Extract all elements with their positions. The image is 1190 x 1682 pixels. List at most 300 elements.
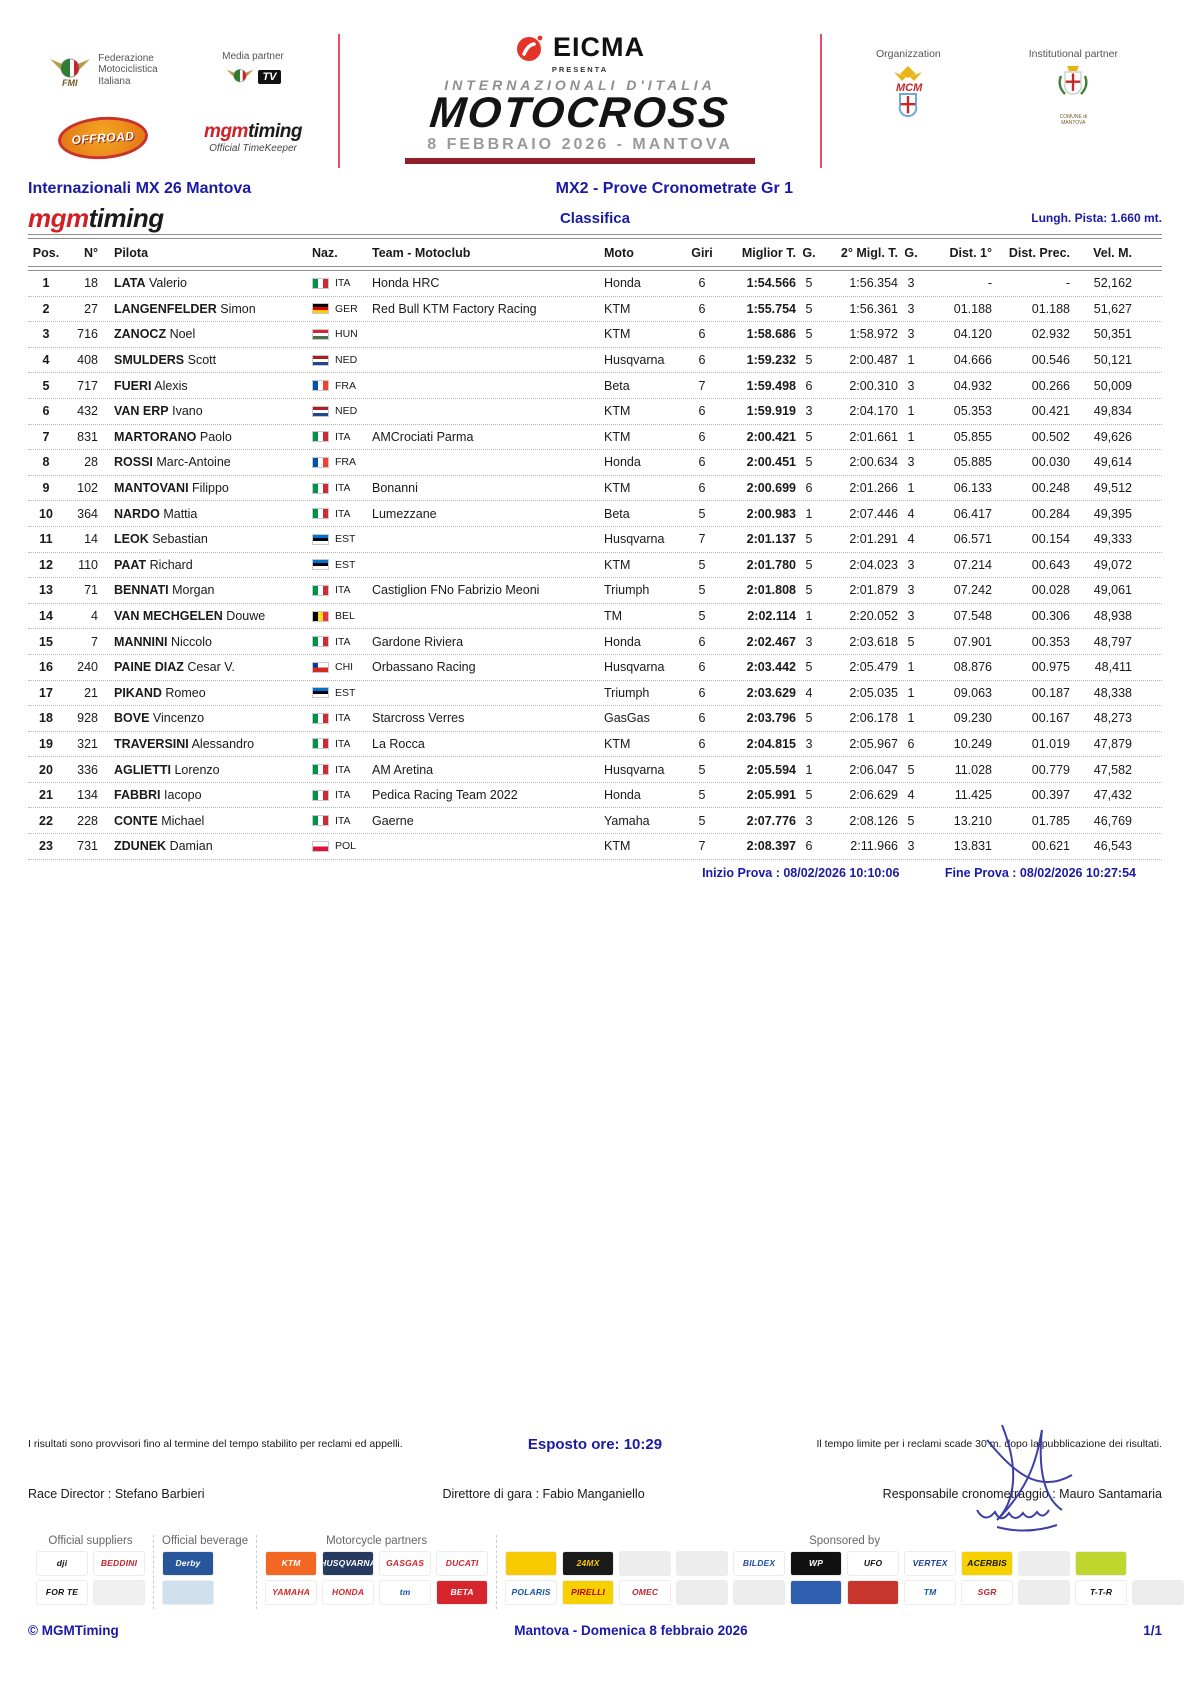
best-time: 1:59.919	[746, 404, 796, 419]
table-row	[28, 629, 1162, 655]
mgmtiming-wordmark-large: mgmtiming	[28, 202, 164, 233]
rider-number: 18	[84, 276, 98, 291]
nationality	[312, 738, 372, 750]
gap-to-previous: 00.397	[1031, 788, 1070, 803]
gap-to-first: 06.417	[953, 506, 992, 521]
laps: 6	[698, 353, 706, 368]
best-time: 2:00.451	[746, 455, 796, 470]
sponsor-logo-24mx: 24MX	[562, 1551, 614, 1576]
best-lap-number: 5	[805, 455, 813, 470]
sponsor-logo-t-t-r: T-T-R	[1075, 1580, 1127, 1605]
sponsor-logo-gasgas: GASGAS	[379, 1551, 431, 1576]
gap-to-previous: 00.621	[1031, 839, 1070, 854]
table-row	[28, 834, 1162, 860]
second-best-time: 1:58.972	[849, 327, 898, 342]
internazionali-line: INTERNAZIONALI D'ITALIA	[444, 77, 716, 93]
gap-to-first: 05.855	[953, 429, 992, 444]
avg-speed: 48,411	[1094, 660, 1132, 675]
red-underbar	[405, 158, 755, 164]
rider-name	[106, 404, 312, 418]
sponsor-logo-wp: WP	[790, 1551, 842, 1576]
rider-name	[106, 814, 312, 828]
rider-surname: ZDUNEK	[114, 839, 167, 854]
rider-surname: AGLIETTI	[114, 762, 171, 777]
best-lap-number: 1	[805, 762, 813, 777]
presenta-label: PRESENTA	[551, 65, 609, 74]
avg-speed: 49,614	[1093, 455, 1132, 470]
rider-number: 4	[91, 609, 98, 624]
laps: 7	[698, 839, 706, 854]
team-motoclub: Honda HRC	[372, 276, 440, 291]
best-time: 2:05.594	[746, 762, 796, 777]
second-best-time: 2:05.967	[849, 736, 898, 751]
session-times	[28, 866, 1162, 880]
table-row	[28, 501, 1162, 527]
laps: 6	[698, 660, 706, 675]
sponsor-logo-row	[505, 1580, 1184, 1605]
provisional-note: I risultati sono provvisori fino al termine del tempo stabilito per reclami ed appelli.	[28, 1438, 403, 1451]
table-row	[28, 553, 1162, 579]
team-motoclub: AMCrociati Parma	[372, 429, 474, 444]
rider-number: 364	[77, 506, 98, 521]
rider-number: 336	[77, 762, 98, 777]
second-best-lap-number: 1	[907, 711, 915, 726]
table-header	[28, 239, 1162, 266]
ita-flag-icon	[312, 764, 329, 775]
second-best-lap-number: 3	[907, 557, 915, 572]
nationality	[312, 456, 372, 468]
position: 15	[39, 634, 53, 649]
gap-to-previous: 00.154	[1031, 532, 1070, 547]
rider-surname: LATA	[114, 276, 146, 291]
avg-speed: 46,769	[1093, 813, 1132, 828]
sponsor-logo-row	[36, 1551, 145, 1576]
table-row	[28, 476, 1162, 502]
nationality-code: ITA	[335, 635, 351, 648]
gap-to-previous: 00.421	[1031, 404, 1070, 419]
timekeeper-name: Responsabile cronometraggio : Mauro Santamaria	[882, 1486, 1162, 1501]
sponsor-logo	[847, 1580, 899, 1605]
rider-surname: PAINE DIAZ	[114, 660, 184, 675]
gap-to-previous: 00.030	[1031, 455, 1070, 470]
rider-given-name: Simon	[220, 301, 256, 316]
ita-flag-icon	[312, 815, 329, 826]
gap-to-first: 06.133	[953, 481, 992, 496]
col-pos: Pos.	[32, 245, 60, 260]
gap-to-first: 13.210	[953, 813, 992, 828]
title-row	[28, 180, 1162, 198]
sponsor-logo	[790, 1580, 842, 1605]
sponsor-logo-tm: TM	[904, 1580, 956, 1605]
moto-brand: Honda	[604, 788, 641, 803]
sponsor-logo-vertex: VERTEX	[904, 1551, 956, 1576]
rider-surname: PIKAND	[114, 685, 162, 700]
media-partner-label: Media partner	[222, 50, 284, 62]
nationality	[312, 584, 372, 596]
rider-name	[106, 660, 312, 674]
rider-name	[106, 558, 312, 572]
second-best-lap-number: 4	[907, 506, 915, 521]
rider-number: 21	[84, 685, 98, 700]
position: 7	[42, 429, 50, 444]
nationality	[312, 277, 372, 289]
moto-brand: Husqvarna	[604, 353, 665, 368]
position: 18	[39, 711, 53, 726]
col-distprec: Dist. Prec.	[1008, 245, 1070, 260]
sponsor-logo	[162, 1580, 214, 1605]
second-best-lap-number: 3	[907, 583, 915, 598]
rider-given-name: Valerio	[148, 276, 187, 291]
rider-name	[106, 583, 312, 597]
moto-brand: Husqvarna	[604, 762, 665, 777]
sponsor-logo	[733, 1580, 785, 1605]
second-best-time: 2:11.966	[850, 839, 898, 854]
rider-number: 321	[77, 736, 98, 751]
gap-to-first: 05.885	[953, 455, 992, 470]
rider-number: 14	[84, 532, 98, 547]
moto-brand: Triumph	[604, 685, 650, 700]
best-time: 2:00.699	[746, 481, 796, 496]
rider-number: 240	[77, 660, 98, 675]
sponsor-logo-beta: BETA	[436, 1580, 488, 1605]
gap-to-previous: 00.779	[1031, 762, 1070, 777]
second-best-time: 2:01.661	[849, 429, 898, 444]
avg-speed: 47,879	[1093, 736, 1132, 751]
clerk-of-course: Direttore di gara : Fabio Manganiello	[442, 1486, 645, 1501]
second-best-lap-number: 6	[907, 736, 915, 751]
best-lap-number: 3	[805, 736, 813, 751]
laps: 6	[698, 736, 706, 751]
nationality	[312, 559, 372, 571]
nationality	[312, 789, 372, 801]
gap-to-previous: 01.019	[1031, 736, 1070, 751]
rider-name	[106, 839, 312, 853]
nationality-code: EST	[335, 686, 356, 699]
gap-to-previous: 01.785	[1031, 813, 1070, 828]
sponsor-group-label: Motorcycle partners	[326, 1534, 428, 1547]
table-body	[28, 271, 1162, 860]
best-time: 2:00.421	[746, 429, 796, 444]
avg-speed: 49,512	[1093, 481, 1132, 496]
rider-given-name: Alessandro	[191, 736, 255, 751]
best-time: 2:02.467	[746, 634, 796, 649]
best-lap-number: 1	[805, 506, 813, 521]
nationality-code: ITA	[335, 814, 351, 827]
nationality-code: EST	[335, 558, 356, 571]
avg-speed: 49,072	[1093, 557, 1132, 572]
nationality	[312, 661, 372, 673]
gap-to-first: 04.120	[953, 327, 992, 342]
second-best-time: 2:06.047	[849, 762, 898, 777]
sponsor-logo-pirelli: PIRELLI	[562, 1580, 614, 1605]
ita-flag-icon	[312, 713, 329, 724]
second-best-lap-number: 1	[907, 481, 915, 496]
laps: 6	[698, 481, 706, 496]
svg-text:MCM: MCM	[896, 82, 923, 94]
team-motoclub: Pedica Racing Team 2022	[372, 788, 518, 803]
rider-given-name: Sebastian	[152, 532, 208, 547]
gap-to-previous: 01.188	[1031, 301, 1070, 316]
sponsor-logo-polaris: POLARIS	[505, 1580, 557, 1605]
sponsor-group	[153, 1535, 256, 1609]
moto-brand: Husqvarna	[604, 660, 665, 675]
rider-surname: ZANOCZ	[114, 327, 167, 342]
gap-to-previous: 00.248	[1031, 481, 1070, 496]
position: 12	[39, 557, 53, 572]
best-lap-number: 5	[805, 532, 813, 547]
rider-number: 228	[77, 813, 98, 828]
sponsor-logo-row	[505, 1551, 1184, 1576]
laps: 7	[698, 532, 706, 547]
nationality-code: ITA	[335, 789, 351, 802]
laps: 6	[698, 711, 706, 726]
rider-given-name: Douwe	[226, 609, 266, 624]
nationality	[312, 764, 372, 776]
mgm-red: mgm	[204, 121, 248, 142]
bottom-footer	[28, 1623, 1162, 1638]
sponsor-logo-acerbis: ACERBIS	[961, 1551, 1013, 1576]
avg-speed: 49,395	[1093, 506, 1132, 521]
moto-brand: KTM	[604, 557, 631, 572]
second-best-time: 2:01.266	[849, 481, 898, 496]
moto-brand: Triumph	[604, 583, 650, 598]
rider-name	[106, 327, 312, 341]
moto-brand: Honda	[604, 276, 641, 291]
table-row	[28, 808, 1162, 834]
rider-name	[106, 686, 312, 700]
rider-surname: MARTORANO	[114, 429, 197, 444]
best-lap-number: 3	[805, 813, 813, 828]
hun-flag-icon	[312, 329, 329, 340]
motocross-wordmark: MOTOCROSS	[427, 89, 733, 137]
rider-name	[106, 455, 312, 469]
team-motoclub: AM Aretina	[372, 762, 434, 777]
laps: 5	[698, 788, 706, 803]
avg-speed: 49,834	[1093, 404, 1132, 419]
rider-name	[106, 353, 312, 367]
gap-to-previous: 00.028	[1031, 583, 1070, 598]
rider-given-name: Morgan	[172, 583, 215, 598]
ger-flag-icon	[312, 303, 329, 314]
gap-to-previous: 00.167	[1031, 711, 1070, 726]
posted-time: Esposto ore: 10:29	[527, 1435, 663, 1453]
rider-name	[106, 635, 312, 649]
rider-number: 717	[77, 378, 98, 393]
best-lap-number: 5	[805, 788, 813, 803]
gap-to-first: 07.548	[953, 609, 992, 624]
second-best-time: 2:04.023	[849, 557, 898, 572]
sponsor-logo-dji: dji	[36, 1551, 88, 1576]
notes-row	[28, 1436, 1162, 1453]
laps: 5	[698, 762, 706, 777]
best-time: 1:54.566	[746, 276, 796, 291]
rider-name	[106, 276, 312, 290]
best-lap-number: 5	[805, 301, 813, 316]
nationality	[312, 380, 372, 392]
ned-flag-icon	[312, 406, 329, 417]
nationality-code: FRA	[335, 456, 356, 469]
team-motoclub: Starcross Verres	[372, 711, 465, 726]
fmi-tv-logo	[225, 64, 280, 90]
gap-to-first: -	[987, 276, 992, 291]
second-best-lap-number: 3	[907, 276, 915, 291]
position: 19	[39, 736, 53, 751]
sponsor-group-label: Official suppliers	[48, 1534, 133, 1547]
ita-flag-icon	[312, 585, 329, 596]
laps: 6	[698, 455, 706, 470]
avg-speed: 51,627	[1093, 301, 1132, 316]
table-row	[28, 732, 1162, 758]
sponsor-logo-sgr: SGR	[961, 1580, 1013, 1605]
col-g1: G.	[802, 245, 816, 260]
time-limit-note: Il tempo limite per i reclami scade 30 m. dopo la pubblicazione dei risultati.	[816, 1438, 1162, 1451]
rider-name	[106, 507, 312, 521]
sponsor-logo-derby: Derby	[162, 1551, 214, 1576]
best-time: 1:59.232	[746, 353, 796, 368]
best-time: 2:04.815	[746, 736, 796, 751]
rider-number: 408	[77, 353, 98, 368]
moto-brand: Beta	[604, 506, 630, 521]
rider-surname: FUERI	[114, 378, 152, 393]
second-best-time: 2:05.035	[849, 685, 898, 700]
ita-flag-icon	[312, 431, 329, 442]
institutional-block	[1029, 48, 1118, 126]
second-best-time: 2:20.052	[849, 609, 898, 624]
nationality-code: ITA	[335, 584, 351, 597]
nationality-code: ITA	[335, 763, 351, 776]
nationality-code: NED	[335, 405, 358, 418]
position: 9	[42, 481, 50, 496]
team-motoclub: Red Bull KTM Factory Racing	[372, 301, 537, 316]
position: 1	[42, 276, 50, 291]
col-moto: Moto	[604, 245, 634, 260]
moto-brand: KTM	[604, 481, 631, 496]
session-title: MX2 - Prove Cronometrate Gr 1	[555, 180, 794, 197]
gap-to-first: 08.876	[953, 660, 992, 675]
sponsor-logo	[619, 1551, 671, 1576]
rider-number: 831	[77, 429, 98, 444]
gap-to-first: 05.353	[953, 404, 992, 419]
mgm-black: timing	[247, 121, 302, 142]
second-best-lap-number: 1	[907, 404, 915, 419]
rider-surname: LEOK	[114, 532, 149, 547]
laps: 7	[698, 378, 706, 393]
rider-surname: VAN ERP	[114, 404, 169, 419]
organization-label: Organizzation	[875, 48, 941, 60]
ita-flag-icon	[312, 508, 329, 519]
rider-given-name: Vincenzo	[152, 711, 205, 726]
gap-to-previous: 00.546	[1031, 353, 1070, 368]
sponsor-logo	[676, 1580, 728, 1605]
rider-surname: BENNATI	[114, 583, 169, 598]
second-best-lap-number: 1	[907, 660, 915, 675]
nationality-code: ITA	[335, 430, 351, 443]
second-best-time: 1:56.354	[849, 276, 898, 291]
red-divider-right	[820, 34, 822, 168]
gap-to-previous: 02.932	[1031, 327, 1070, 342]
best-lap-number: 5	[805, 429, 813, 444]
laps: 5	[698, 813, 706, 828]
tv-badge: TV	[258, 70, 280, 84]
avg-speed: 50,351	[1093, 327, 1132, 342]
second-best-time: 2:07.446	[849, 506, 898, 521]
rider-number: 71	[84, 583, 98, 598]
sponsor-logo	[1018, 1580, 1070, 1605]
table-row	[28, 681, 1162, 707]
rider-given-name: Lorenzo	[174, 762, 220, 777]
nationality	[312, 508, 372, 520]
sponsor-logo-beddini: BEDDINI	[93, 1551, 145, 1576]
col-naz: Naz.	[312, 245, 338, 260]
second-best-time: 2:01.291	[849, 532, 898, 547]
organization-block	[876, 48, 941, 122]
laps: 5	[698, 557, 706, 572]
second-best-lap-number: 4	[907, 788, 915, 803]
team-motoclub: Orbassano Racing	[372, 660, 476, 675]
comune-mantova-crest	[1051, 64, 1095, 110]
team-motoclub: Gardone Riviera	[372, 634, 464, 649]
second-best-lap-number: 3	[907, 327, 915, 342]
sponsor-group-label: Sponsored by	[809, 1534, 881, 1547]
rider-number: 432	[77, 404, 98, 419]
second-best-lap-number: 5	[907, 762, 915, 777]
nationality	[312, 482, 372, 494]
second-best-lap-number: 4	[907, 532, 915, 547]
gap-to-first: 13.831	[953, 839, 992, 854]
sponsor-logo-row	[162, 1580, 248, 1605]
sponsor-group	[496, 1535, 1190, 1609]
nationality	[312, 712, 372, 724]
moto-brand: Honda	[604, 455, 641, 470]
position: 22	[39, 813, 53, 828]
sponsor-logo-row	[162, 1551, 248, 1576]
ned-flag-icon	[312, 355, 329, 366]
table-row	[28, 373, 1162, 399]
moto-brand: KTM	[604, 301, 631, 316]
position: 23	[39, 839, 53, 854]
nationality	[312, 815, 372, 827]
ita-flag-icon	[312, 790, 329, 801]
gap-to-first: 04.932	[953, 378, 992, 393]
laps: 6	[698, 276, 706, 291]
second-best-time: 1:56.361	[849, 301, 898, 316]
best-time: 2:05.991	[746, 788, 796, 803]
avg-speed: 48,797	[1093, 634, 1132, 649]
moto-brand: KTM	[604, 839, 631, 854]
laps: 5	[698, 609, 706, 624]
rider-given-name: Scott	[187, 353, 217, 368]
second-best-lap-number: 3	[907, 839, 915, 854]
nationality-code: HUN	[335, 328, 358, 341]
sponsor-group	[256, 1535, 496, 1609]
gap-to-previous: 00.643	[1031, 557, 1070, 572]
right-logos	[832, 30, 1162, 172]
position: 3	[42, 327, 50, 342]
laps: 6	[698, 327, 706, 342]
best-lap-number: 5	[805, 353, 813, 368]
best-lap-number: 4	[805, 685, 813, 700]
rider-given-name: Marc-Antoine	[156, 455, 231, 470]
rider-surname: PAAT	[114, 557, 147, 572]
table-row	[28, 450, 1162, 476]
nationality-code: ITA	[335, 737, 351, 750]
gap-to-previous: 00.306	[1031, 609, 1070, 624]
position: 10	[39, 506, 53, 521]
rider-given-name: Filippo	[192, 481, 229, 496]
best-lap-number: 5	[805, 557, 813, 572]
officials-row	[28, 1487, 1162, 1501]
rider-number: 928	[77, 711, 98, 726]
